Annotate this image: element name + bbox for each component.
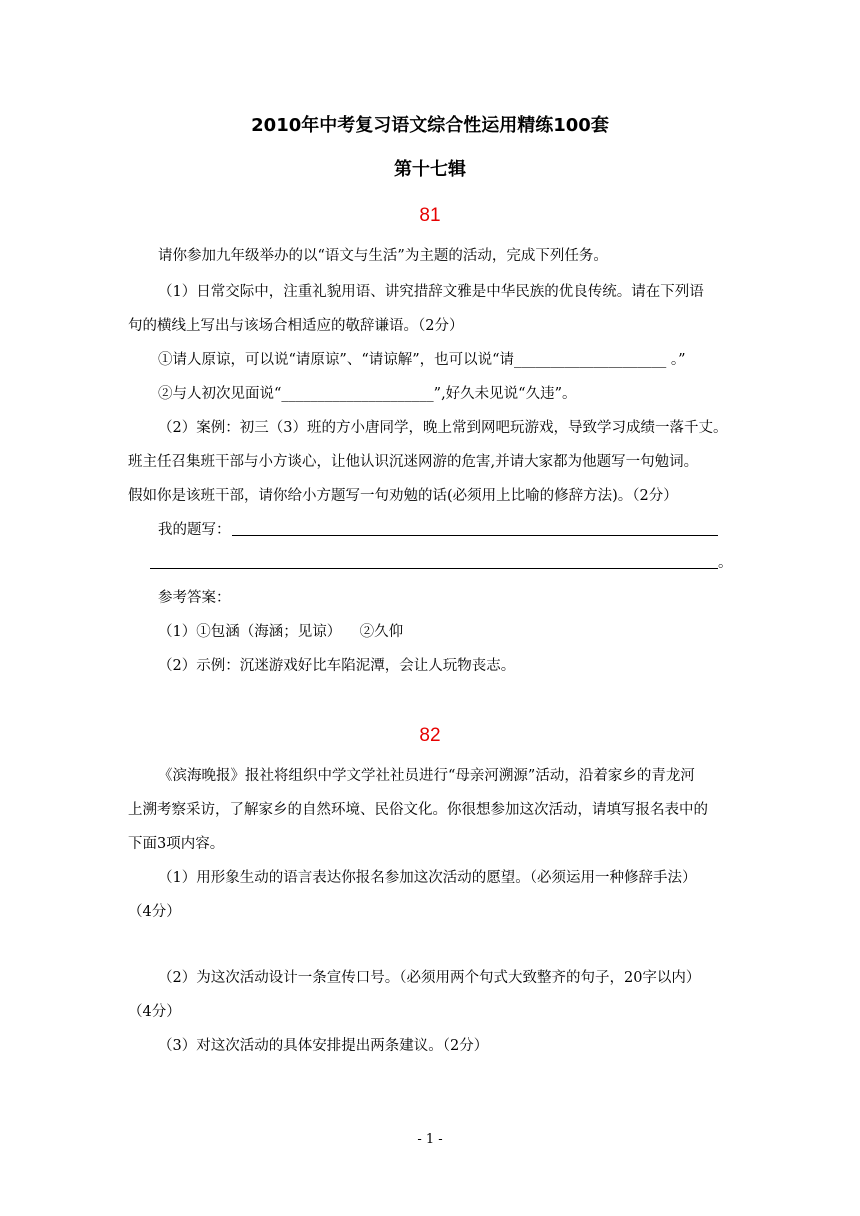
q81-answer-2: （2）示例：沉迷游戏好比车陷泥潭，会让人玩物丧志。	[158, 658, 516, 674]
q82-intro-line2: 上溯考察采访，了解家乡的自然环境、民俗文化。你很想参加这次活动，请填写报名表中的	[128, 802, 708, 818]
q81-part2-line1: （2）案例：初三（3）班的方小唐同学，晚上常到网吧玩游戏，导致学习成绩一落千丈。	[158, 420, 728, 436]
q82-part2-line2: （4分）	[128, 1004, 181, 1020]
answer-blank-line-1	[232, 535, 718, 536]
q81-part1-line2: 句的横线上写出与该场合相适应的敬辞谦语。（2分）	[128, 318, 464, 334]
q81-item1: ①请人原谅，可以说“请原谅”、“请谅解”，也可以说“请_____________________ 。”	[158, 352, 686, 368]
question-number-82: 82	[419, 725, 441, 746]
q82-part2-line1: （2）为这次活动设计一条宣传口号。（必须用两个句式大致整齐的句子，20字以内）	[158, 970, 701, 986]
q81-part2-line2: 班主任召集班干部与小方谈心，让他认识沉迷网游的危害,并请大家都为他题写一句勉词。	[128, 454, 699, 470]
document-subtitle: 第十七辑	[394, 159, 466, 180]
q82-intro-line1: 《滨海晚报》报社将组织中学文学社社员进行“母亲河溯源”活动，沿着家乡的青龙河	[158, 768, 695, 784]
page-number: - 1 -	[417, 1132, 443, 1147]
document-title: 2010年中考复习语文综合性运用精练100套	[251, 115, 609, 136]
q82-intro-line3: 下面3项内容。	[128, 836, 225, 852]
q81-end-mark: 。	[718, 555, 733, 571]
q81-item2: ②与人初次见面说“_____________________”,好久未见说“久违”。	[158, 386, 577, 402]
q81-my-answer-label: 我的题写：	[158, 522, 231, 538]
answer-blank-line-2	[150, 568, 718, 569]
q82-part3: （3）对这次活动的具体安排提出两条建议。（2分）	[158, 1038, 489, 1054]
q82-part1-line2: （4分）	[128, 904, 181, 920]
q81-answer-1: （1）①包涵（海涵；见谅） ②久仰	[158, 624, 404, 640]
question-number-81: 81	[419, 205, 441, 226]
q81-part1-line1: （1）日常交际中，注重礼貌用语、讲究措辞文雅是中华民族的优良传统。请在下列语	[158, 284, 704, 300]
q81-part2-line3: 假如你是该班干部，请你给小方题写一句劝勉的话(必须用上比喻的修辞方法)。（2分）	[128, 488, 678, 504]
q81-intro: 请你参加九年级举办的以“语文与生活”为主题的活动，完成下列任务。	[158, 248, 608, 264]
q81-answer-label: 参考答案：	[158, 590, 231, 606]
q82-part1-line1: （1）用形象生动的语言表达你报名参加这次活动的愿望。（必须运用一种修辞手法）	[158, 870, 697, 886]
